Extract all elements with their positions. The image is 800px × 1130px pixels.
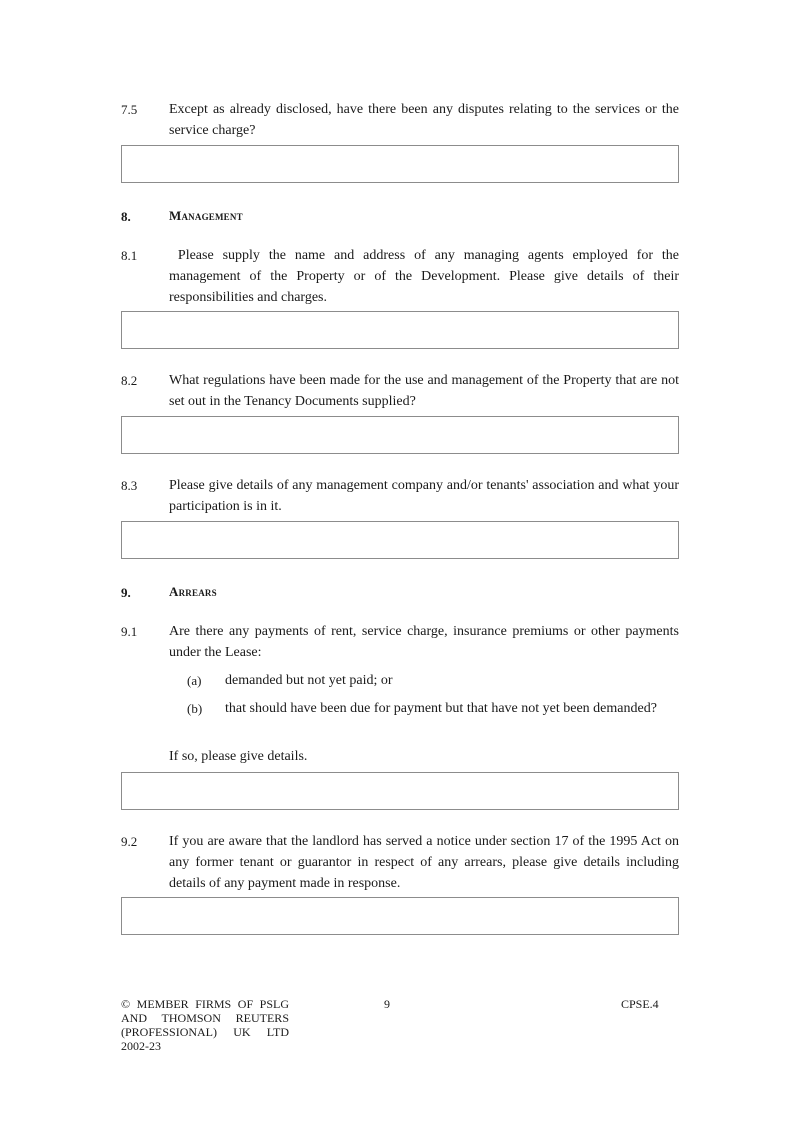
section-number-8: 8. — [121, 209, 131, 224]
question-text-9-1: Are there any payments of rent, service charge, insurance premiums or other payments under the Lease: — [169, 624, 679, 660]
item-label-b: (b) — [187, 701, 203, 716]
answer-box-8-1[interactable] — [121, 311, 679, 349]
section-number-9: 9. — [121, 585, 131, 600]
followup-text-9-1: If so, please give details. — [169, 749, 308, 764]
question-text-8-2: What regulations have been made for the use and management of the Property that are not set out in the Tenancy Documents supplied? — [169, 373, 679, 409]
answer-box-7-5[interactable] — [121, 145, 679, 183]
question-number-8-1: 8.1 — [121, 248, 138, 263]
answer-box-8-2[interactable] — [121, 416, 679, 454]
footer-copyright-line3: (PROFESSIONAL) UK LTD — [121, 1025, 289, 1039]
question-number-8-2: 8.2 — [121, 373, 138, 388]
question-text-8-3: Please give details of any management company and/or tenants' association and what your participation is in it. — [169, 478, 679, 514]
answer-box-9-1[interactable] — [121, 772, 679, 810]
form-code: CPSE.4 — [621, 997, 659, 1011]
question-number-9-2: 9.2 — [121, 834, 138, 849]
item-text-b: that should have been due for payment but that have not yet been demanded? — [225, 701, 657, 716]
item-text-a: demanded but not yet paid; or — [225, 673, 393, 688]
page-number: 9 — [384, 997, 390, 1011]
footer-copyright-line1: © MEMBER FIRMS OF PSLG — [121, 997, 289, 1011]
question-text-7-5: Except as already disclosed, have there been any disputes relating to the services or the service charge? — [169, 102, 679, 138]
footer-copyright — [121, 997, 289, 1053]
item-label-a: (a) — [187, 673, 202, 688]
question-number-8-3: 8.3 — [121, 478, 138, 493]
footer-copyright-line2: AND THOMSON REUTERS — [121, 1011, 289, 1025]
question-number-9-1: 9.1 — [121, 624, 138, 639]
section-heading-arrears: Arrears — [169, 584, 217, 599]
footer-copyright-line4: 2002-23 — [121, 1039, 161, 1053]
answer-box-8-3[interactable] — [121, 521, 679, 559]
answer-box-9-2[interactable] — [121, 897, 679, 935]
question-text-9-2: If you are aware that the landlord has served a notice under section 17 of the 1995 Act on any former tenant or guarantor in respect of any arrears, please give details including details of any payment made in response. — [169, 834, 679, 891]
question-text-8-1: Please supply the name and address of any managing agents employed for the management of the Property or of the Development. Please give details of their responsibilities and charges. — [169, 248, 679, 305]
question-number-7-5: 7.5 — [121, 102, 138, 117]
section-heading-management: Management — [169, 208, 243, 223]
